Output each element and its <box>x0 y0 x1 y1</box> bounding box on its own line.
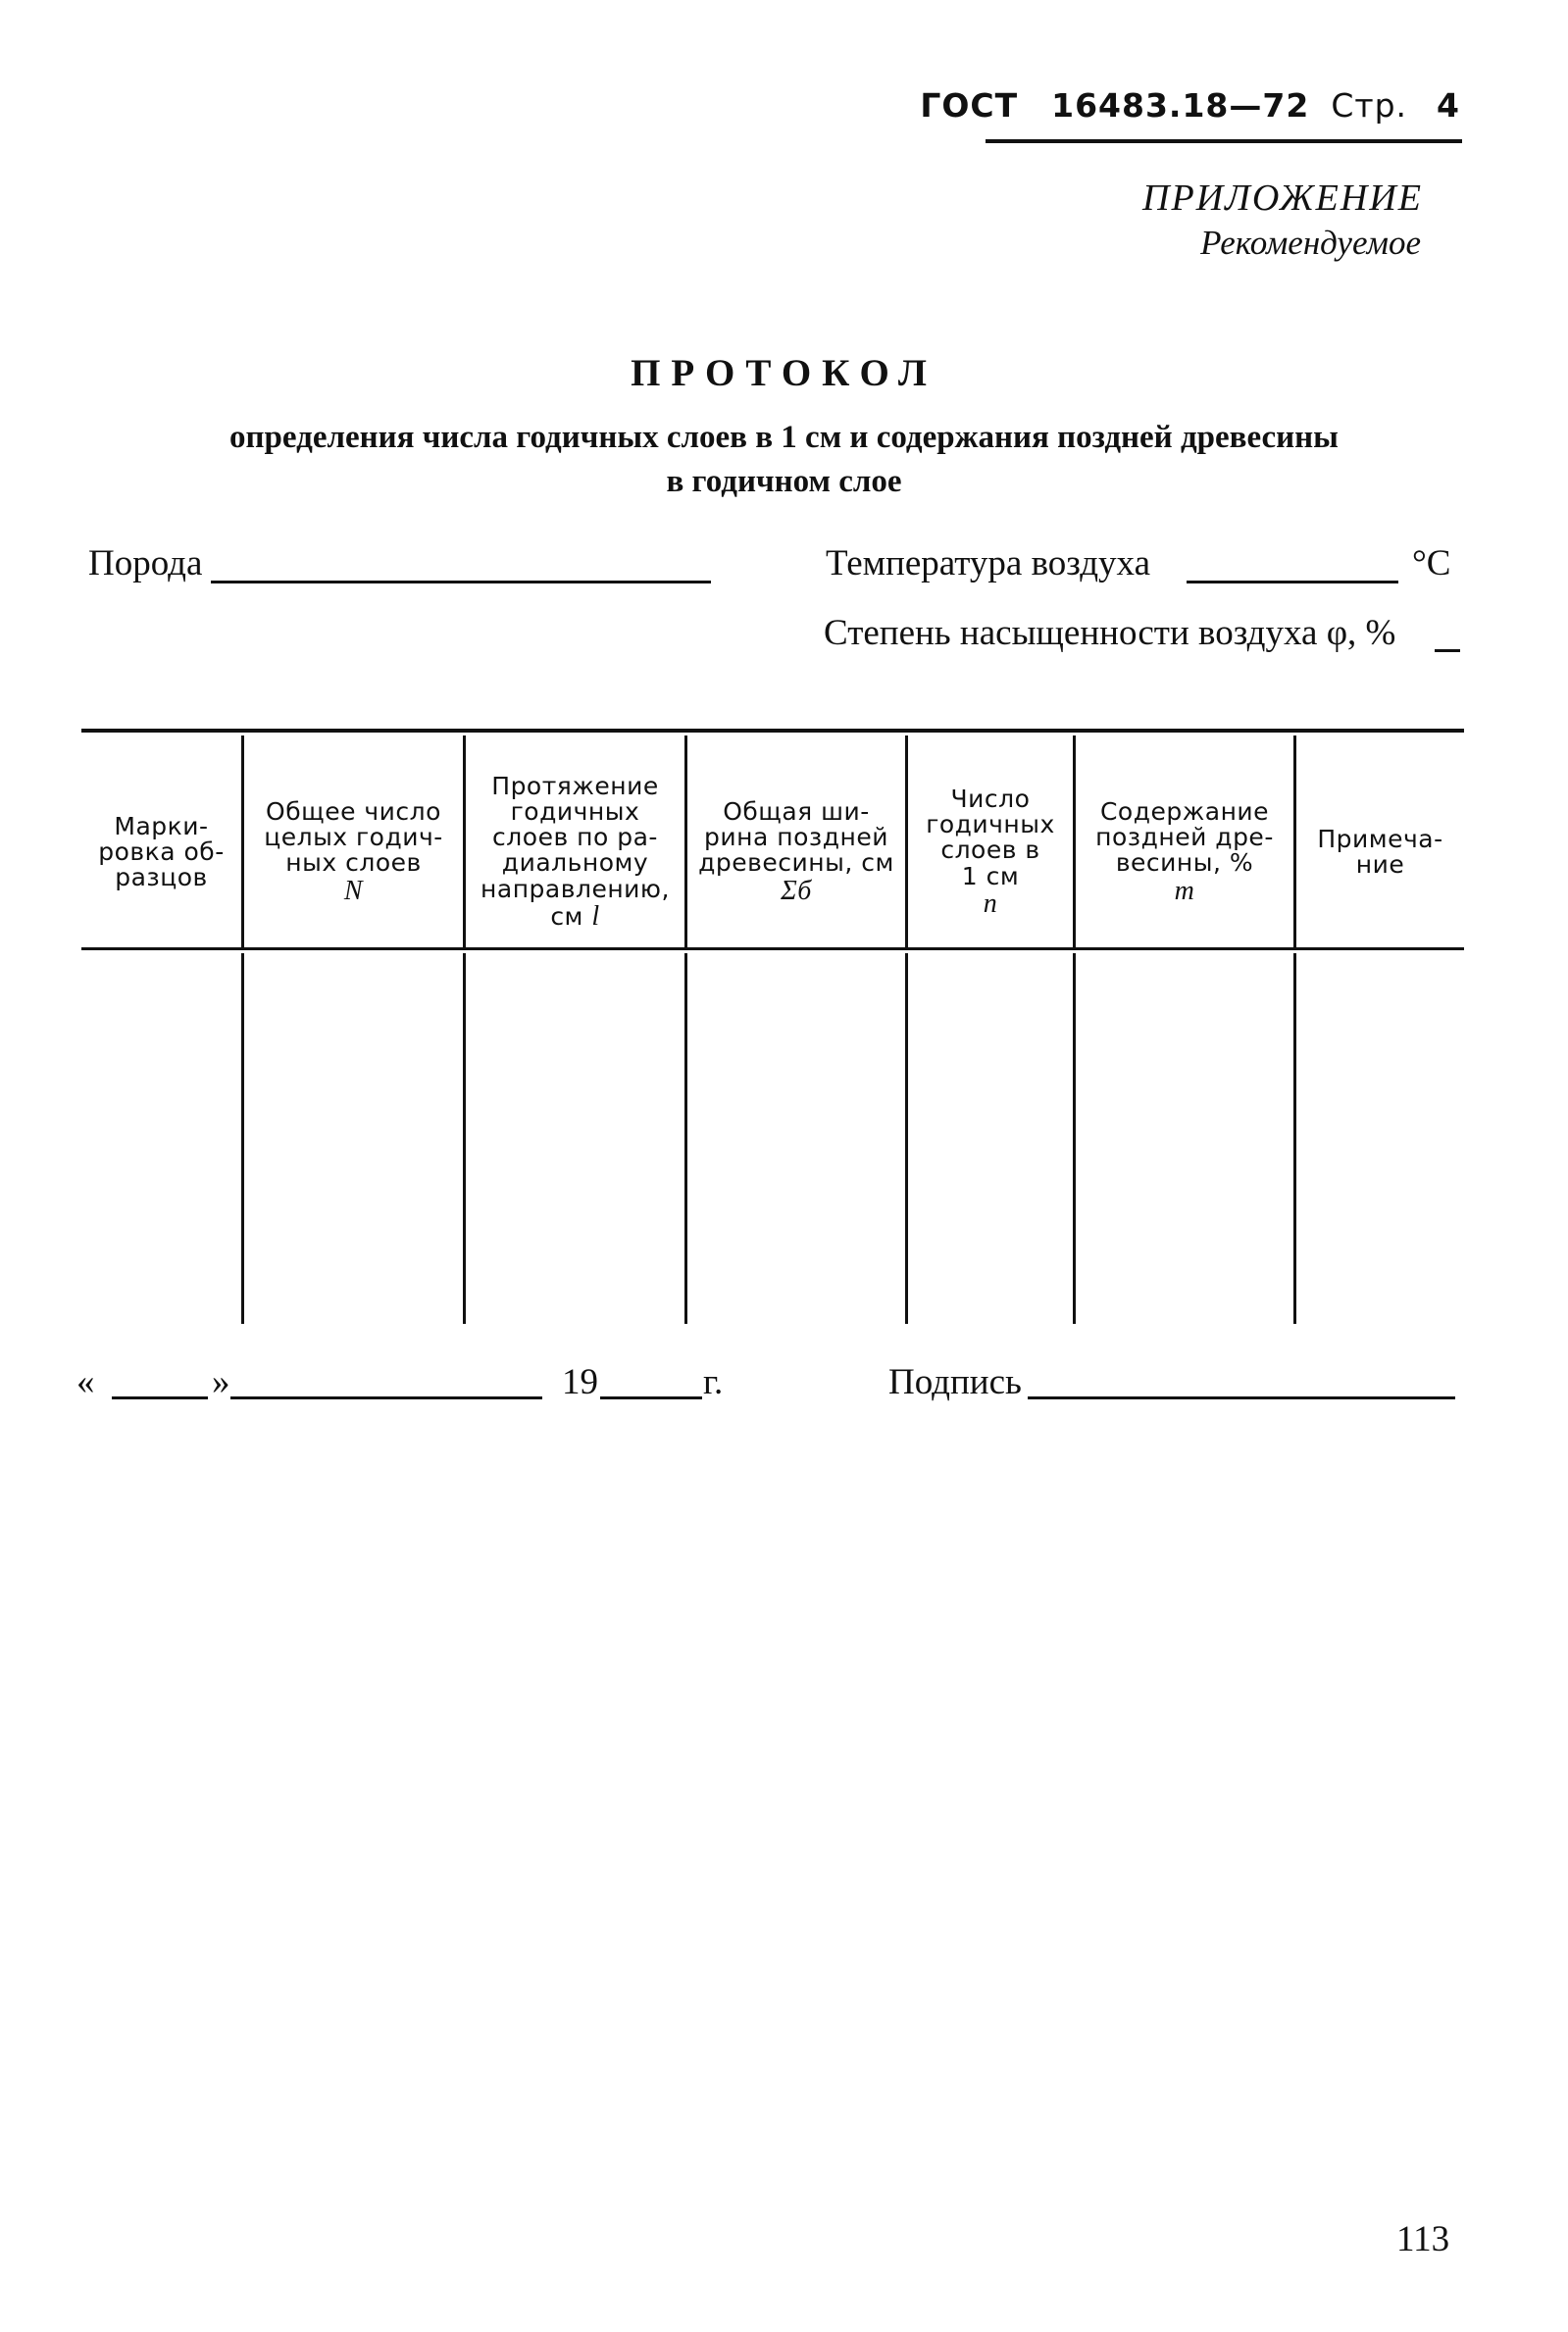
page-label: Стр. <box>1331 86 1408 125</box>
date-year-prefix: 19 <box>562 1362 598 1402</box>
column-header-layers-per-cm: Число годичных слоев в 1 см n <box>926 784 1055 919</box>
signature-field[interactable] <box>1028 1396 1455 1399</box>
column-header-latewood-width: Общая ши- рина поздней древесины, см Σб <box>698 796 894 906</box>
date-day-field[interactable] <box>112 1396 208 1399</box>
humidity-label: Степень насыщенности воздуха φ, % <box>824 613 1396 653</box>
table-top-rule <box>81 729 1464 733</box>
column-header-latewood-content: Содержание поздней дре- весины, % m <box>1095 796 1274 906</box>
column-divider <box>905 953 908 1324</box>
signature-label: Подпись <box>888 1362 1022 1402</box>
protocol-subtitle-line1: определения числа годичных слоев в 1 см и содержания поздней древесины <box>229 420 1339 455</box>
symbol-n-total: N <box>343 875 364 906</box>
symbol-n: n <box>983 887 998 919</box>
appendix-status: Рекомендуемое <box>1200 224 1421 262</box>
date-month-field[interactable] <box>230 1396 542 1399</box>
date-close-quote: » <box>212 1362 230 1402</box>
date-year-suffix: г. <box>703 1362 724 1402</box>
column-divider <box>1293 953 1296 1324</box>
species-label: Порода <box>88 543 203 583</box>
symbol-sigma-b: Σб <box>781 875 812 906</box>
species-field[interactable] <box>211 581 711 583</box>
column-header-total-layers: Общее число целых годич- ных слоев N <box>264 796 443 906</box>
protocol-subtitle-line2: в годичном слое <box>666 464 902 499</box>
column-divider <box>684 953 687 1324</box>
document-header <box>920 86 1460 125</box>
symbol-l: l <box>591 900 600 932</box>
column-header-radial-extent: Протяжение годичных слоев по ра- диальному направлению, см l <box>481 771 670 932</box>
column-header-notes: Примеча- ние <box>1317 824 1443 879</box>
page-number: 113 <box>1396 2219 1450 2259</box>
header-rule <box>986 139 1462 143</box>
column-divider <box>241 953 244 1324</box>
column-divider <box>1073 953 1076 1324</box>
doc-number: 16483.18—72 <box>1051 86 1310 125</box>
air-temp-unit: °С <box>1412 543 1451 583</box>
humidity-field[interactable] <box>1435 649 1460 652</box>
column-divider <box>463 953 466 1324</box>
header-page-number: 4 <box>1437 86 1460 125</box>
symbol-m: m <box>1174 875 1195 906</box>
air-temp-field[interactable] <box>1187 581 1398 583</box>
date-year-field[interactable] <box>600 1396 702 1399</box>
date-open-quote: « <box>76 1362 95 1402</box>
column-header-marking: Марки- ровка об- разцов <box>98 811 225 892</box>
table-header-rule <box>81 947 1464 950</box>
appendix-title: ПРИЛОЖЕНИЕ <box>1142 177 1423 219</box>
protocol-title: ПРОТОКОЛ <box>631 352 937 394</box>
air-temp-label: Температура воздуха <box>826 543 1150 583</box>
doc-code: ГОСТ <box>920 86 1019 125</box>
